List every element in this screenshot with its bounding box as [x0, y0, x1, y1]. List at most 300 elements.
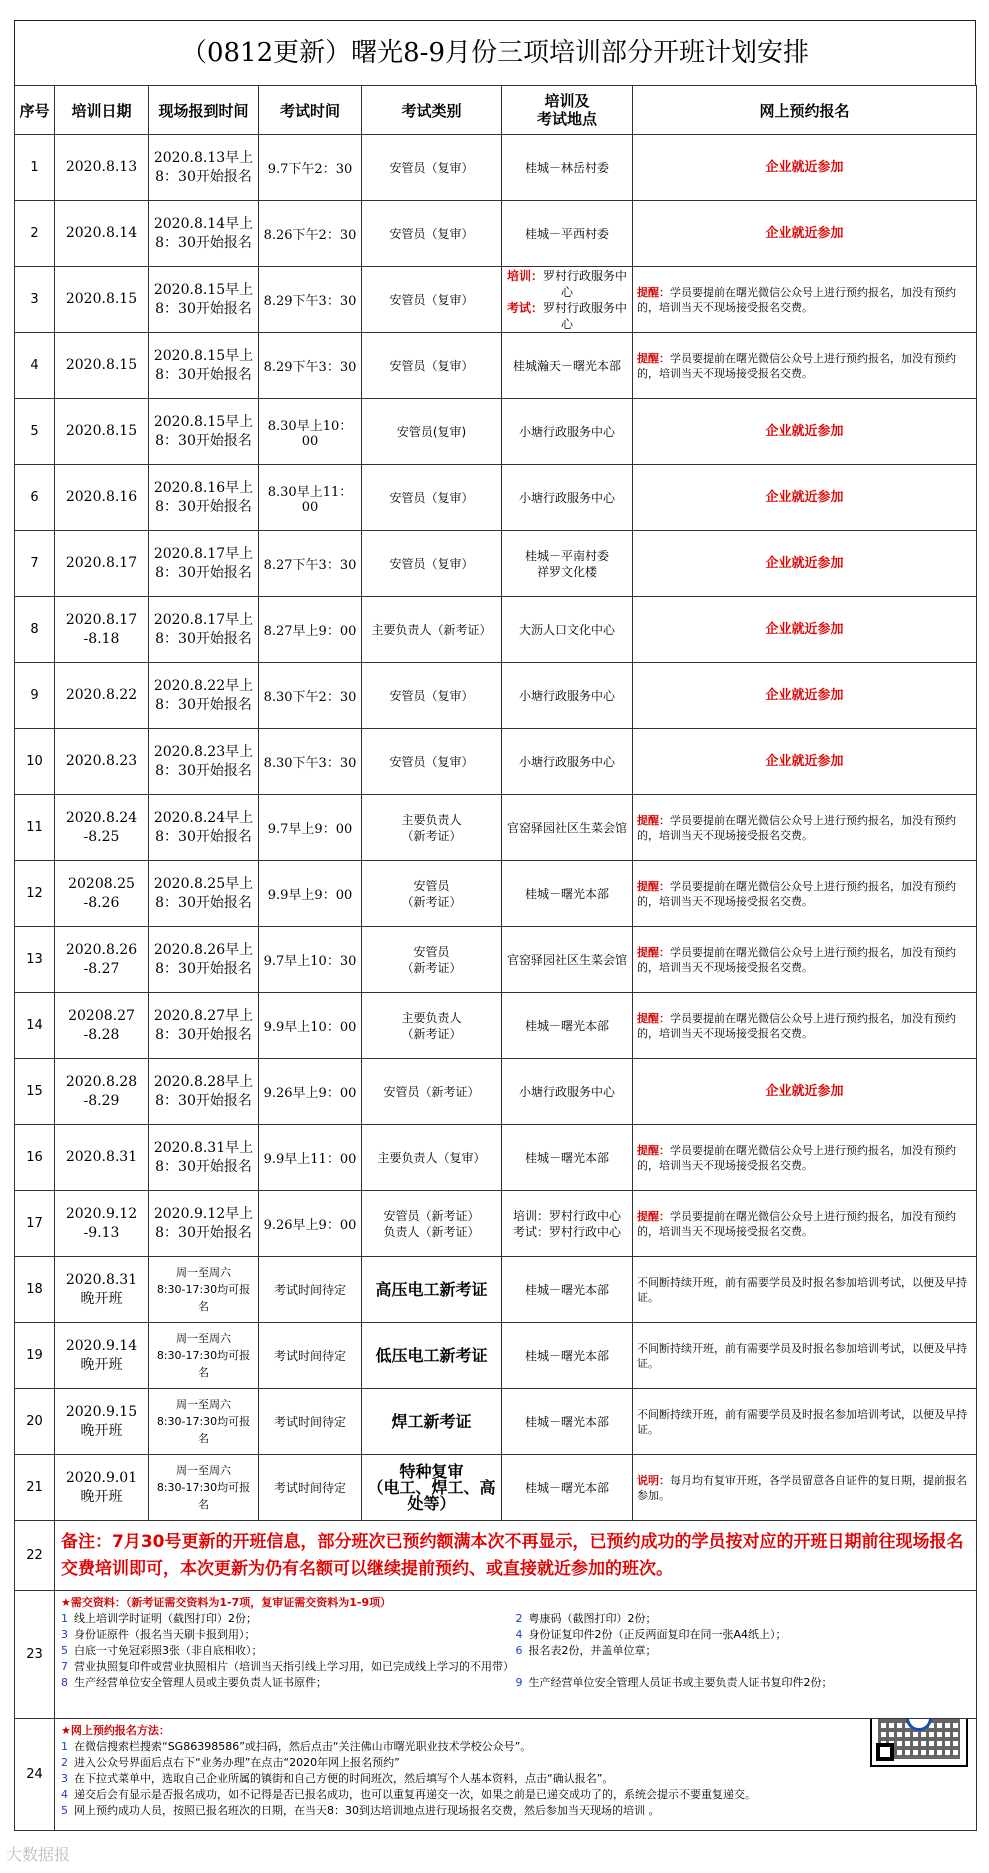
- table-row: [15, 1455, 977, 1521]
- table-header: [15, 86, 977, 135]
- row-number: [15, 465, 55, 531]
- exam-location-text: 桂城－曙光本部: [524, 1150, 609, 1165]
- exam-time: [259, 201, 362, 267]
- online-registration: [633, 201, 977, 267]
- item-text: 进入公众号界面后点右下“业务办理”在点击“2020年网上报名预约”: [74, 1756, 400, 1769]
- exam-category-text: 主要负责人 （新考证）: [401, 1010, 462, 1041]
- exam-category: [362, 1389, 502, 1455]
- arrival-time: [149, 1125, 259, 1191]
- location-text: 罗村行政服务中心: [543, 300, 628, 331]
- row-number-text: 4: [30, 358, 39, 373]
- online-registration: [633, 1191, 977, 1257]
- exam-category-text: 安管员（新考证）: [383, 1084, 480, 1099]
- exam-category-text: 特种复审 （电工、焊工、高处等）: [367, 1461, 496, 1513]
- exam-time: [259, 1455, 362, 1521]
- training-date: [55, 333, 149, 399]
- table-row: [15, 465, 977, 531]
- table-row: [15, 1257, 977, 1323]
- table-row: [15, 795, 977, 861]
- arrival-time: [149, 1257, 259, 1323]
- exam-time-text: 9.9早上10：00: [263, 1020, 357, 1035]
- item-text: 生产经营单位安全管理人员证书或主要负责人证书复印件2份；: [528, 1676, 833, 1689]
- exam-category: [362, 861, 502, 927]
- training-date-text: 2020.8.15: [65, 357, 138, 373]
- exam-location: [502, 1257, 633, 1323]
- exam-location-text: 官窑驿园社区生菜会馆: [506, 820, 627, 835]
- exam-location: [502, 1191, 633, 1257]
- training-date-text: 2020.8.31 晚开班: [65, 1271, 138, 1307]
- exam-location: [502, 1455, 633, 1521]
- arrival-time-text: 周一至周六 8:30-17:30均可报名: [156, 1332, 251, 1379]
- exam-time-text: 9.26早上9：00: [263, 1086, 357, 1101]
- registration-text: 不间断持续开班，前有需要学员及时报名参加培训考试，以便及早持证。: [637, 1407, 967, 1436]
- row-number-text: 10: [26, 754, 43, 769]
- table-row: [15, 1191, 977, 1257]
- exam-location-text: 桂城－曙光本部: [524, 1348, 609, 1363]
- registration-label: 提醒：: [637, 879, 670, 893]
- exam-time: [259, 795, 362, 861]
- online-registration: [633, 531, 977, 597]
- registration-text: 企业就近参加: [765, 424, 844, 439]
- exam-time-text: 8.30下午2：30: [263, 690, 357, 705]
- exam-category-text: 安管员 （新考证）: [401, 944, 462, 975]
- item-number: 7: [61, 1660, 68, 1673]
- arrival-time-text: 周一至周六 8:30-17:30均可报名: [156, 1464, 251, 1511]
- exam-location: [502, 531, 633, 597]
- training-date-text: 2020.8.14: [65, 225, 138, 241]
- online-registration: [633, 1257, 977, 1323]
- list-item: [61, 1739, 970, 1755]
- list-item: [516, 1643, 971, 1659]
- exam-location-text: 小塘行政服务中心: [518, 1084, 615, 1099]
- list-item: [61, 1675, 516, 1691]
- table-row-method: [15, 1719, 977, 1831]
- table-row: [15, 861, 977, 927]
- arrival-time: [149, 465, 259, 531]
- arrival-time: [149, 267, 259, 333]
- table-row: [15, 1059, 977, 1125]
- qr-code-icon: [870, 1719, 968, 1768]
- training-date-text: 2020.8.15: [65, 291, 138, 307]
- exam-location-text: 桂城－平西村委: [524, 226, 609, 241]
- table-row: [15, 135, 977, 201]
- online-registration: [633, 861, 977, 927]
- training-date: [55, 1257, 149, 1323]
- location-text: 罗村行政服务中心: [543, 268, 628, 299]
- method-heading: ★网上预约报名方法：: [61, 1724, 170, 1737]
- exam-category-text: 安管员（复审）: [389, 754, 474, 769]
- arrival-time-text: 2020.8.17早上 8：30开始报名: [153, 545, 254, 581]
- exam-category-text: 主要负责人 （新考证）: [401, 812, 462, 843]
- exam-location: [502, 1389, 633, 1455]
- exam-location: [502, 267, 633, 333]
- arrival-time-text: 2020.8.16早上 8：30开始报名: [153, 479, 254, 515]
- row-number-text: 20: [26, 1414, 43, 1429]
- training-date-text: 2020.9.12 -9.13: [65, 1205, 138, 1241]
- row-number: [15, 663, 55, 729]
- registration-text: 不间断持续开班，前有需要学员及时报名参加培训考试，以便及早持证。: [637, 1275, 967, 1304]
- table-row: [15, 1389, 977, 1455]
- page-title: （0812更新）曙光8-9月份三项培训部分开班计划安排: [14, 20, 976, 85]
- row-number-text: 3: [30, 292, 39, 307]
- registration-label: 提醒：: [637, 1011, 670, 1025]
- arrival-time-text: 2020.8.14早上 8：30开始报名: [153, 215, 254, 251]
- exam-category-text: 安管员 （新考证）: [401, 878, 462, 909]
- list-item: [61, 1627, 516, 1643]
- exam-category-text: 安管员（复审）: [389, 490, 474, 505]
- arrival-time: [149, 333, 259, 399]
- table-row: [15, 399, 977, 465]
- exam-time: [259, 267, 362, 333]
- registration-text: 企业就近参加: [765, 226, 844, 241]
- exam-location: [502, 927, 633, 993]
- method-list: [55, 1719, 977, 1831]
- exam-category: [362, 333, 502, 399]
- table-row: [15, 993, 977, 1059]
- training-date: [55, 993, 149, 1059]
- exam-time: [259, 597, 362, 663]
- exam-location-text: 大沥人口文化中心: [518, 622, 615, 637]
- online-registration: [633, 1455, 977, 1521]
- exam-category-text: 安管员（新考证） 负责人（新考证）: [383, 1208, 480, 1239]
- table-row: [15, 267, 977, 333]
- table-row: [15, 201, 977, 267]
- table-row: [15, 663, 977, 729]
- materials-items: [61, 1611, 970, 1691]
- exam-location: [502, 795, 633, 861]
- arrival-time-text: 周一至周六 8:30-17:30均可报名: [156, 1266, 251, 1313]
- item-text: 报名表2份，并盖单位章；: [528, 1644, 657, 1657]
- training-date: [55, 1059, 149, 1125]
- exam-location-text: 小塘行政服务中心: [518, 688, 615, 703]
- row-number: 22: [15, 1521, 55, 1591]
- exam-location: [502, 663, 633, 729]
- item-text: 线上培训学时证明（截图打印）2份；: [74, 1612, 257, 1625]
- training-date-text: 2020.8.28 -8.29: [65, 1073, 138, 1109]
- exam-time: [259, 1125, 362, 1191]
- registration-text: 学员要提前在曙光微信公众号上进行预约报名，加没有预约的，培训当天不现场接受报名交费。: [637, 1011, 956, 1040]
- arrival-time: [149, 399, 259, 465]
- online-registration: [633, 729, 977, 795]
- table-row: [15, 927, 977, 993]
- training-date-text: 2020.8.15: [65, 423, 138, 439]
- exam-time-text: 9.7早上9：00: [267, 822, 353, 837]
- row-number-text: 15: [26, 1084, 43, 1099]
- list-item: [516, 1675, 971, 1691]
- training-date: [55, 729, 149, 795]
- exam-category: [362, 1257, 502, 1323]
- item-number: 4: [515, 1628, 523, 1641]
- arrival-time-text: 2020.8.28早上 8：30开始报名: [153, 1073, 254, 1109]
- row-number: [15, 927, 55, 993]
- watermark: 大数据报: [6, 1845, 71, 1864]
- item-number: 3: [61, 1772, 68, 1785]
- row-number: [15, 729, 55, 795]
- exam-location-text: 培训：罗村行政中心 考试：罗村行政中心: [512, 1208, 621, 1239]
- row-number: [15, 135, 55, 201]
- arrival-time-text: 2020.8.13早上 8：30开始报名: [153, 149, 254, 185]
- arrival-time: [149, 993, 259, 1059]
- row-number: [15, 1191, 55, 1257]
- list-item: [61, 1771, 970, 1787]
- arrival-time: [149, 201, 259, 267]
- row-number: [15, 795, 55, 861]
- training-date: [55, 861, 149, 927]
- row-number: [15, 1323, 55, 1389]
- arrival-time: [149, 927, 259, 993]
- online-registration: [633, 993, 977, 1059]
- item-number: 9: [515, 1676, 523, 1689]
- exam-time-text: 8.26下午2：30: [263, 228, 357, 243]
- registration-text: 企业就近参加: [765, 160, 844, 175]
- row-number: [15, 993, 55, 1059]
- exam-location-text: 小塘行政服务中心: [518, 754, 615, 769]
- arrival-time: [149, 1323, 259, 1389]
- exam-time-text: 8.27下午3：30: [263, 558, 357, 573]
- row-number: [15, 1125, 55, 1191]
- arrival-time-text: 2020.8.26早上 8：30开始报名: [153, 941, 254, 977]
- arrival-time-text: 周一至周六 8:30-17:30均可报名: [156, 1398, 251, 1445]
- row-number-text: 9: [30, 688, 39, 703]
- exam-category: [362, 1191, 502, 1257]
- exam-time-text: 9.9早上11：00: [263, 1152, 357, 1167]
- row-number-text: 8: [30, 622, 39, 637]
- item-number: 5: [61, 1804, 68, 1817]
- registration-text: 不间断持续开班，前有需要学员及时报名参加培训考试，以便及早持证。: [637, 1341, 967, 1370]
- registration-text: 学员要提前在曙光微信公众号上进行预约报名，加没有预约的，培训当天不现场接受报名交费。: [637, 351, 956, 380]
- training-date: [55, 1191, 149, 1257]
- training-date-text: 2020.8.16: [65, 489, 138, 505]
- training-date: [55, 1389, 149, 1455]
- online-registration: [633, 135, 977, 201]
- exam-location-text: 桂城－曙光本部: [524, 1018, 609, 1033]
- exam-time: [259, 1191, 362, 1257]
- exam-location: [502, 729, 633, 795]
- list-item: [61, 1659, 970, 1675]
- exam-location: [502, 1125, 633, 1191]
- row-number: [15, 1059, 55, 1125]
- training-date-text: 2020.8.22: [65, 687, 138, 703]
- item-number: 2: [61, 1756, 68, 1769]
- online-registration: [633, 927, 977, 993]
- arrival-time: [149, 795, 259, 861]
- exam-time-text: 8.30下午3：30: [263, 756, 357, 771]
- exam-time: [259, 1323, 362, 1389]
- row-number-text: 17: [26, 1216, 43, 1231]
- location-label: 培训：: [506, 268, 543, 283]
- exam-time-text: 9.9早上9：00: [267, 888, 353, 903]
- training-date-text: 2020.8.17: [65, 555, 138, 571]
- table-row-materials: [15, 1591, 977, 1719]
- training-date: [55, 927, 149, 993]
- exam-category: [362, 1323, 502, 1389]
- exam-category: [362, 465, 502, 531]
- registration-text: 学员要提前在曙光微信公众号上进行预约报名，加没有预约的，培训当天不现场接受报名交费。: [637, 1209, 956, 1238]
- online-registration: [633, 1125, 977, 1191]
- arrival-time-text: 2020.8.24早上 8：30开始报名: [153, 809, 254, 845]
- exam-category-text: 安管员（复审）: [389, 226, 474, 241]
- training-date-text: 2020.9.14 晚开班: [65, 1337, 138, 1373]
- arrival-time-text: 2020.8.15早上 8：30开始报名: [153, 347, 254, 383]
- method-items: [61, 1739, 970, 1819]
- exam-location-text: 小塘行政服务中心: [518, 490, 615, 505]
- exam-category-text: 主要负责人（新考证）: [371, 622, 492, 637]
- exam-location: [502, 597, 633, 663]
- row-number-text: 6: [30, 490, 39, 505]
- exam-location-text: 小塘行政服务中心: [518, 424, 615, 439]
- exam-time-text: 考试时间待定: [273, 1481, 346, 1495]
- exam-time-text: 8.27早上9：00: [263, 624, 357, 639]
- training-date-text: 2020.9.15 晚开班: [65, 1403, 138, 1439]
- arrival-time-text: 2020.8.15早上 8：30开始报名: [153, 281, 254, 317]
- row-number-text: 11: [26, 820, 43, 835]
- materials-list: [55, 1591, 977, 1719]
- exam-location-text: 桂城－林岳村委: [524, 160, 609, 175]
- online-registration: [633, 399, 977, 465]
- row-number: [15, 333, 55, 399]
- item-number: 1: [61, 1612, 68, 1625]
- exam-category: [362, 993, 502, 1059]
- registration-text: 学员要提前在曙光微信公众号上进行预约报名，加没有预约的，培训当天不现场接受报名交费。: [637, 945, 956, 974]
- exam-time-text: 8.30早上11：00: [267, 484, 353, 515]
- exam-time: [259, 1389, 362, 1455]
- remark-note: 备注：7月30号更新的开班信息，部分班次已预约额满本次不再显示，已预约成功的学员按对应的开班日期前往现场报名交费培训即可，本次更新为仍有名额可以继续提前预约、或直接就近参加的班次。: [55, 1521, 977, 1591]
- exam-category: [362, 399, 502, 465]
- training-date: [55, 597, 149, 663]
- registration-text: 企业就近参加: [765, 688, 844, 703]
- list-item: [516, 1627, 971, 1643]
- online-registration: [633, 1059, 977, 1125]
- arrival-time: [149, 663, 259, 729]
- registration-text: 学员要提前在曙光微信公众号上进行预约报名，加没有预约的，培训当天不现场接受报名交费。: [637, 879, 956, 908]
- registration-text: 企业就近参加: [765, 754, 844, 769]
- item-number: 3: [61, 1628, 68, 1641]
- item-text: 粤康码（截图打印）2份；: [528, 1612, 657, 1625]
- registration-text: 企业就近参加: [765, 490, 844, 505]
- exam-location: [502, 993, 633, 1059]
- online-registration: [633, 597, 977, 663]
- exam-time: [259, 333, 362, 399]
- exam-time: [259, 135, 362, 201]
- list-item: [516, 1611, 971, 1627]
- registration-label: 提醒：: [637, 285, 670, 299]
- exam-time: [259, 531, 362, 597]
- row-number-text: 12: [26, 886, 43, 901]
- arrival-time-text: 2020.8.31早上 8：30开始报名: [153, 1139, 254, 1175]
- arrival-time-text: 2020.8.17早上 8：30开始报名: [153, 611, 254, 647]
- row-number: 23: [15, 1591, 55, 1719]
- training-date: [55, 399, 149, 465]
- arrival-time: [149, 861, 259, 927]
- exam-category-text: 焊工新考证: [391, 1411, 472, 1431]
- arrival-time: [149, 1389, 259, 1455]
- schedule-page: [14, 20, 976, 1831]
- item-text: 在微信搜索栏搜索“SG86398586”或扫码，然后点击“关注佛山市曙光职业技术学校公众号”。: [74, 1740, 532, 1753]
- header-cell: 序号: [15, 86, 55, 135]
- training-date: [55, 201, 149, 267]
- row-number-text: 18: [26, 1282, 43, 1297]
- arrival-time-text: 2020.8.22早上 8：30开始报名: [153, 677, 254, 713]
- row-number-text: 2: [30, 226, 39, 241]
- arrival-time: [149, 729, 259, 795]
- exam-time: [259, 1257, 362, 1323]
- online-registration: [633, 267, 977, 333]
- exam-category-text: 安管员（复审）: [389, 160, 474, 175]
- exam-location-text: 桂城瀚天－曙光本部: [512, 358, 621, 373]
- header-cell: 考试时间: [259, 86, 362, 135]
- arrival-time-text: 2020.8.23早上 8：30开始报名: [153, 743, 254, 779]
- row-number: [15, 201, 55, 267]
- item-number: 8: [61, 1676, 68, 1689]
- exam-category-text: 高压电工新考证: [375, 1279, 488, 1299]
- row-number: [15, 1257, 55, 1323]
- item-text: 身份证复印件2份（正反两面复印在同一张A4纸上）；: [528, 1628, 787, 1641]
- registration-text: 企业就近参加: [765, 1084, 844, 1099]
- online-registration: [633, 795, 977, 861]
- exam-location-text: 桂城－曙光本部: [524, 886, 609, 901]
- training-date-text: 20208.27 -8.28: [68, 1007, 135, 1043]
- header-cell: 培训日期: [55, 86, 149, 135]
- row-number: [15, 1455, 55, 1521]
- exam-category: [362, 729, 502, 795]
- item-text: 在下拉式菜单中，选取自己企业所属的镇街和自己方便的时间班次，然后填写个人基本资料，点击“确认报名”。: [74, 1772, 614, 1785]
- item-text: 生产经营单位安全管理人员或主要负责人证书原件；: [74, 1676, 327, 1689]
- item-number: 5: [61, 1644, 68, 1657]
- exam-category: [362, 1125, 502, 1191]
- header-cell: 网上预约报名: [633, 86, 977, 135]
- exam-category: [362, 663, 502, 729]
- exam-time: [259, 861, 362, 927]
- online-registration: [633, 1323, 977, 1389]
- exam-category-text: 安管员（复审）: [389, 688, 474, 703]
- training-date: [55, 267, 149, 333]
- row-number-text: 19: [26, 1348, 43, 1363]
- exam-time-text: 9.7早上10：30: [263, 954, 357, 969]
- row-number: [15, 267, 55, 333]
- row-number: [15, 399, 55, 465]
- row-number: [15, 531, 55, 597]
- exam-time: [259, 993, 362, 1059]
- registration-label: 提醒：: [637, 813, 670, 827]
- exam-time-text: 考试时间待定: [273, 1283, 346, 1297]
- location-label: 考试：: [506, 300, 543, 315]
- arrival-time-text: 2020.9.12早上 8：30开始报名: [153, 1205, 254, 1241]
- exam-category: [362, 531, 502, 597]
- exam-category-text: 低压电工新考证: [375, 1345, 488, 1365]
- exam-time-text: 9.7下午2：30: [267, 162, 353, 177]
- row-number-text: 7: [30, 556, 39, 571]
- exam-category: [362, 927, 502, 993]
- exam-time-text: 考试时间待定: [273, 1349, 346, 1363]
- training-date: [55, 1125, 149, 1191]
- exam-category-text: 安管员（复审）: [389, 556, 474, 571]
- online-registration: [633, 465, 977, 531]
- table-row: [15, 1323, 977, 1389]
- exam-time: [259, 465, 362, 531]
- item-number: 1: [61, 1740, 68, 1753]
- exam-location-text: 官窑驿园社区生菜会馆: [506, 952, 627, 967]
- arrival-time: [149, 597, 259, 663]
- exam-category-text: 安管员（复审）: [389, 292, 474, 307]
- exam-category: [362, 795, 502, 861]
- arrival-time: [149, 1059, 259, 1125]
- online-registration: [633, 333, 977, 399]
- registration-label: 提醒：: [637, 351, 670, 365]
- registration-label: 说明：: [637, 1473, 670, 1487]
- list-item: [61, 1755, 970, 1771]
- arrival-time: [149, 531, 259, 597]
- registration-label: 提醒：: [637, 1143, 670, 1157]
